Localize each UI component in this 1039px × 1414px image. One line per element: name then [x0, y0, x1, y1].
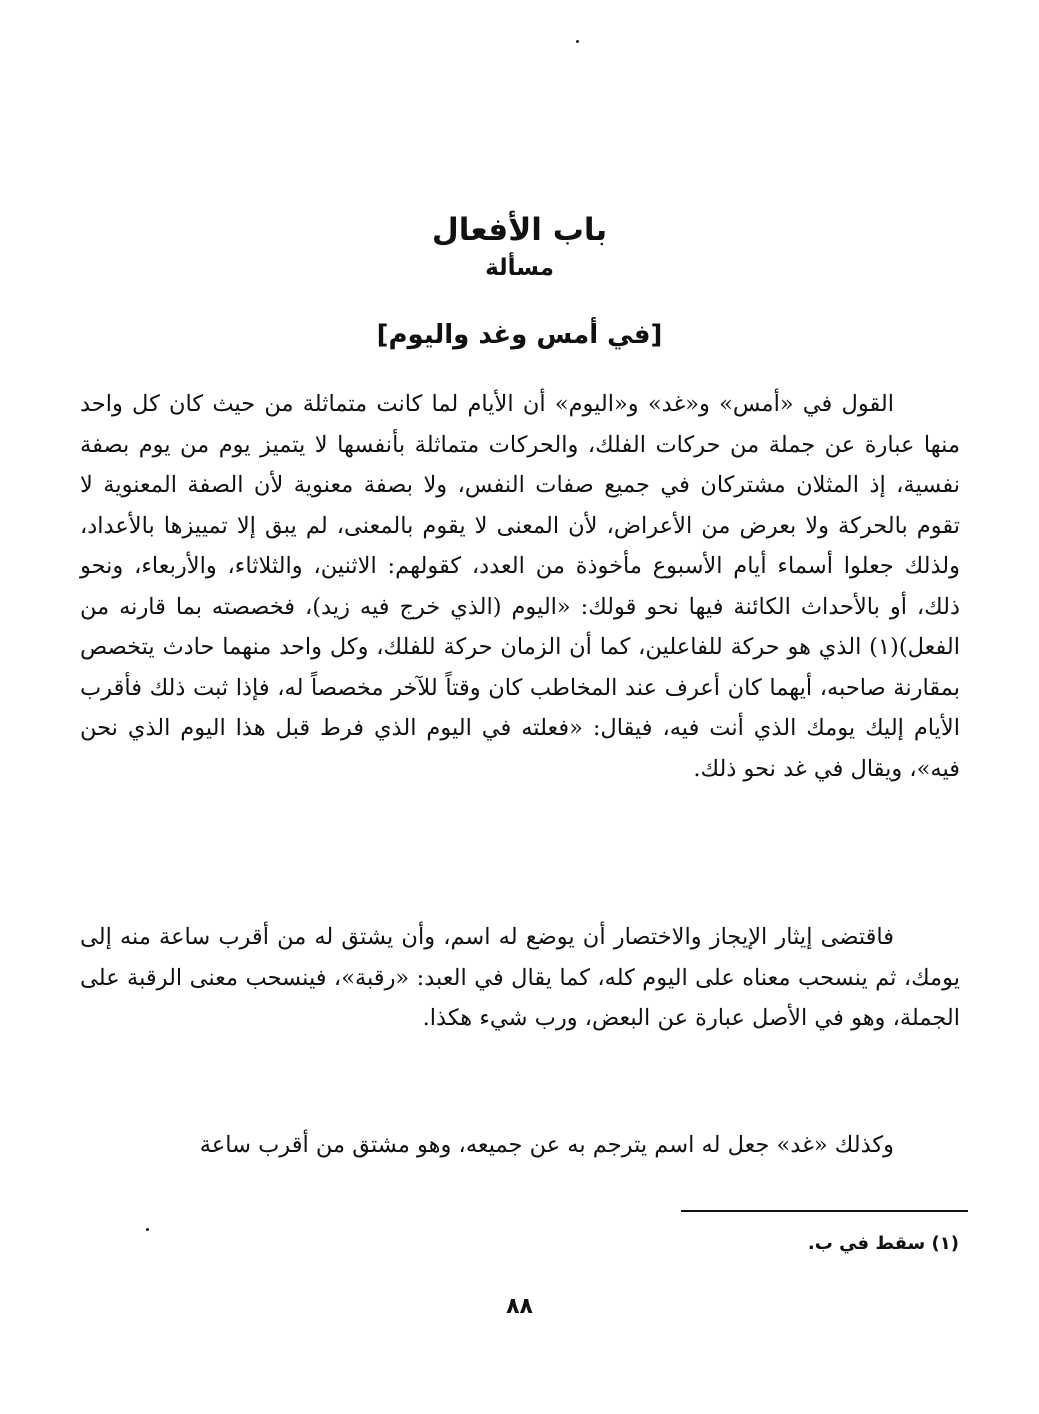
body-paragraph-3 [80, 1125, 960, 1166]
scan-speck [146, 1228, 149, 1231]
chapter-title: باب الأفعال [431, 212, 608, 248]
body-paragraph-1 [80, 384, 960, 789]
paragraph-text: فاقتضى إيثار الإيجاز والاختصار أن يوضع له اسم، وأن يشتق له من أقرب ساعة منه إلى يومك، ثم ينسحب معناه على اليوم كله، كما يقال في العبد: «رقبة»، فينسحب معنى الرقبة على الجملة، وهو في الأصل عبارة عن البعض، ورب شيء هكذا. [80, 924, 960, 1031]
footnote-divider [681, 1210, 968, 1212]
section-label: مسألة [485, 255, 554, 281]
scan-speck [576, 40, 579, 43]
paragraph-text: وكذلك «غد» جعل له اسم يترجم به عن جميعه، وهو مشتق من أقرب ساعة [199, 1132, 894, 1158]
paragraph-text: القول في «أمس» و«غد» و«اليوم» أن الأيام لما كانت متماثلة من حيث كان كل واحد منها عبارة عن جملة من حركات الفلك، والحركات متماثلة بأنفسها لا يتميز يوم من يوم بصفة نفسية، إذ المثلان مشتركان في جميع صفات النفس، ولا بصفة معنوية لأن الصفة المعنوية لا تقوم بالحركة ولا بعرض من الأعراض، لأن المعنى لا يقوم بالمعنى، لم يبق إلا تمييزها بالأعداد، ولذلك جعلوا أسماء أيام الأسبوع مأخوذة من العدد، كقولهم: الاثنين، والثلاثاء، والأربعاء، ونحو ذلك، أو بالأحداث الكائنة فيها نحو قولك: «اليوم (الذي خرج فيه زيد)، فخصصته بما قارنه من الفعل)(١) الذي هو حركة للفاعلين، كما أن الزمان حركة للفلك، وكل واحد منهما حادث يتخصص بمقارنة صاحبه، أيهما كان أعرف عند المخاطب كان وقتاً للآخر مخصصاً له، فإذا ثبت ذلك فأقرب الأيام إليك يومك الذي أنت فيه، فيقال: «فعلته في اليوم الذي فرط قبل هذا اليوم الذي نحن فيه»، ويقال في غد نحو ذلك. [80, 391, 960, 782]
footnote: (١) سقط في ب. [807, 1233, 959, 1254]
body-paragraph-2 [80, 917, 960, 1039]
page-number: ٨٨ [506, 1294, 533, 1319]
section-heading: [في أمس وغد واليوم] [376, 320, 663, 350]
